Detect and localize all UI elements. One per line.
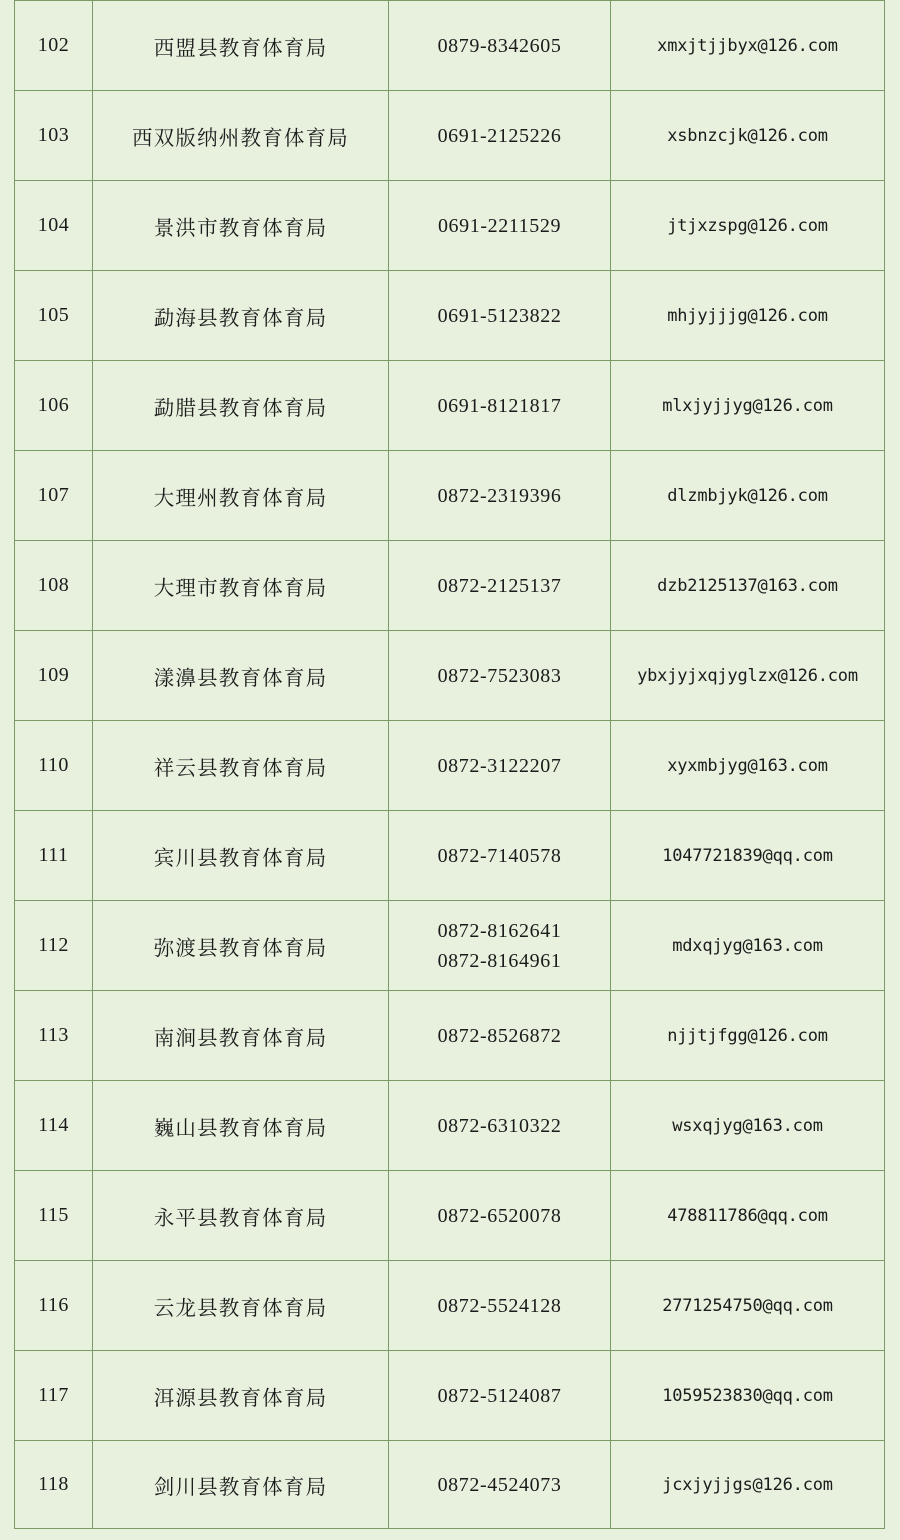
organization-name-cell: 景洪市教育体育局: [93, 181, 389, 271]
organization-name-cell: 宾川县教育体育局: [93, 811, 389, 901]
organization-name-cell: 漾濞县教育体育局: [93, 631, 389, 721]
phone-cell: [389, 631, 611, 721]
phone-cell: [389, 721, 611, 811]
table-row: [15, 901, 885, 991]
phone-number: 0872-2319396: [437, 484, 562, 507]
email-cell: mhjyjjjg@126.com: [611, 271, 885, 361]
email-cell: xsbnzcjk@126.com: [611, 91, 885, 181]
table-row: [15, 1, 885, 91]
organization-name-cell: 西双版纳州教育体育局: [93, 91, 389, 181]
phone-cell: [389, 541, 611, 631]
phone-cell: [389, 1081, 611, 1171]
organization-name-cell: 巍山县教育体育局: [93, 1081, 389, 1171]
row-index-cell: 108: [15, 541, 93, 631]
table-row: [15, 1261, 885, 1351]
organization-name-cell: 祥云县教育体育局: [93, 721, 389, 811]
email-cell: 478811786@qq.com: [611, 1171, 885, 1261]
phone-number: 0691-8121817: [437, 394, 562, 417]
organization-name-cell: 大理市教育体育局: [93, 541, 389, 631]
organization-name-cell: 云龙县教育体育局: [93, 1261, 389, 1351]
table-row: [15, 1081, 885, 1171]
email-cell: 1047721839@qq.com: [611, 811, 885, 901]
phone-cell: [389, 991, 611, 1081]
row-index-cell: 118: [15, 1441, 93, 1529]
phone-number: 0872-2125137: [437, 574, 562, 597]
organization-name-cell: 大理州教育体育局: [93, 451, 389, 541]
phone-number: 0879-8342605: [437, 34, 562, 57]
table-row: [15, 991, 885, 1081]
phone-cell: [389, 271, 611, 361]
phone-number: 0872-5524128: [437, 1294, 562, 1317]
phone-cell: [389, 901, 611, 991]
phone-number: 0872-4524073: [437, 1473, 562, 1496]
phone-number: 0872-8162641: [437, 919, 562, 942]
phone-cell: [389, 451, 611, 541]
row-index-cell: 104: [15, 181, 93, 271]
phone-number: 0872-8164961: [437, 949, 562, 972]
phone-number: 0872-6310322: [437, 1114, 562, 1137]
email-cell: dlzmbjyk@126.com: [611, 451, 885, 541]
phone-cell: [389, 1351, 611, 1441]
email-cell: mdxqjyg@163.com: [611, 901, 885, 991]
table-row: [15, 451, 885, 541]
email-cell: njjtjfgg@126.com: [611, 991, 885, 1081]
phone-number: 0872-8526872: [437, 1024, 562, 1047]
email-cell: dzb2125137@163.com: [611, 541, 885, 631]
phone-number: 0872-7523083: [437, 664, 562, 687]
row-index-cell: 110: [15, 721, 93, 811]
table-row: [15, 631, 885, 721]
table-body: [15, 1, 885, 1529]
email-cell: 2771254750@qq.com: [611, 1261, 885, 1351]
email-cell: wsxqjyg@163.com: [611, 1081, 885, 1171]
phone-cell: [389, 1441, 611, 1529]
row-index-cell: 103: [15, 91, 93, 181]
row-index-cell: 116: [15, 1261, 93, 1351]
phone-number: 0872-6520078: [437, 1204, 562, 1227]
row-index-cell: 106: [15, 361, 93, 451]
organization-name-cell: 南涧县教育体育局: [93, 991, 389, 1081]
table-row: [15, 181, 885, 271]
phone-cell: [389, 181, 611, 271]
row-index-cell: 113: [15, 991, 93, 1081]
row-index-cell: 102: [15, 1, 93, 91]
table-row: [15, 1351, 885, 1441]
phone-number: 0691-5123822: [437, 304, 562, 327]
organization-name-cell: 剑川县教育体育局: [93, 1441, 389, 1529]
organization-name-cell: 西盟县教育体育局: [93, 1, 389, 91]
email-cell: jtjxzspg@126.com: [611, 181, 885, 271]
phone-cell: [389, 811, 611, 901]
table-row: [15, 1441, 885, 1529]
row-index-cell: 109: [15, 631, 93, 721]
email-cell: xyxmbjyg@163.com: [611, 721, 885, 811]
organization-name-cell: 永平县教育体育局: [93, 1171, 389, 1261]
email-cell: 1059523830@qq.com: [611, 1351, 885, 1441]
table-row: [15, 361, 885, 451]
row-index-cell: 112: [15, 901, 93, 991]
phone-cell: [389, 361, 611, 451]
phone-number: 0872-7140578: [437, 844, 562, 867]
row-index-cell: 111: [15, 811, 93, 901]
email-cell: mlxjyjjyg@126.com: [611, 361, 885, 451]
table-row: [15, 721, 885, 811]
row-index-cell: 114: [15, 1081, 93, 1171]
email-cell: jcxjyjjgs@126.com: [611, 1441, 885, 1529]
organization-name-cell: 弥渡县教育体育局: [93, 901, 389, 991]
table-row: [15, 91, 885, 181]
row-index-cell: 117: [15, 1351, 93, 1441]
phone-cell: [389, 91, 611, 181]
phone-number: 0691-2125226: [437, 124, 562, 147]
phone-cell: [389, 1171, 611, 1261]
table-row: [15, 541, 885, 631]
row-index-cell: 105: [15, 271, 93, 361]
table-row: [15, 1171, 885, 1261]
email-cell: ybxjyjxqjyglzx@126.com: [611, 631, 885, 721]
contact-directory-table: [14, 0, 885, 1529]
row-index-cell: 115: [15, 1171, 93, 1261]
phone-cell: [389, 1, 611, 91]
phone-cell: [389, 1261, 611, 1351]
phone-number: 0872-3122207: [437, 754, 562, 777]
row-index-cell: 107: [15, 451, 93, 541]
table-row: [15, 811, 885, 901]
organization-name-cell: 勐腊县教育体育局: [93, 361, 389, 451]
email-cell: xmxjtjjbyx@126.com: [611, 1, 885, 91]
organization-name-cell: 勐海县教育体育局: [93, 271, 389, 361]
phone-number: 0691-2211529: [437, 214, 562, 237]
organization-name-cell: 洱源县教育体育局: [93, 1351, 389, 1441]
phone-number: 0872-5124087: [437, 1384, 562, 1407]
table-row: [15, 271, 885, 361]
